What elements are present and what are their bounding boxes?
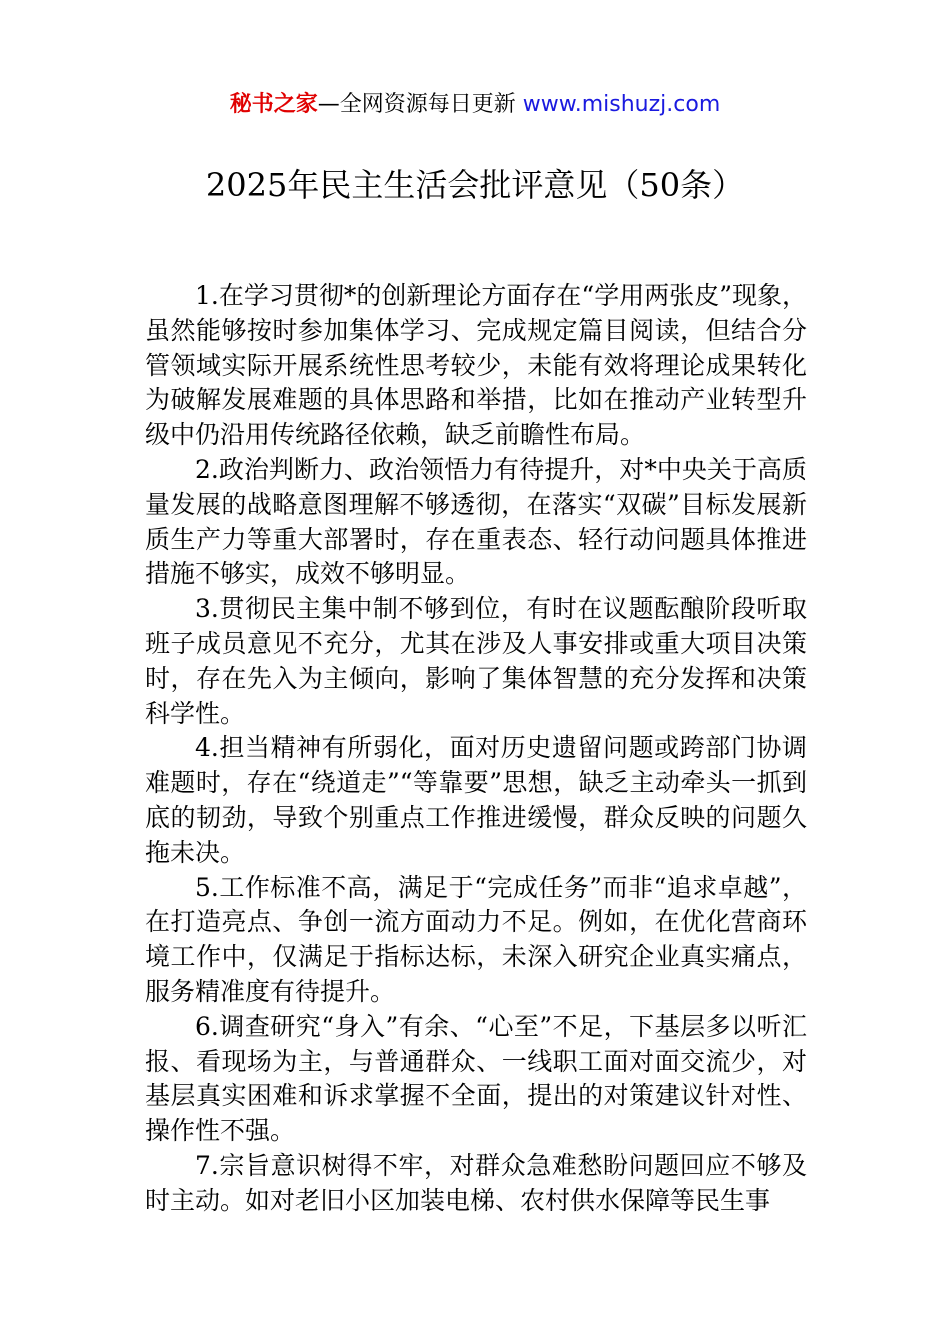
- document-title: 2025年民主生活会批评意见（50条）: [205, 166, 745, 204]
- document-body: [145, 279, 807, 1219]
- paragraph-4: 4.担当精神有所弱化，面对历史遗留问题或跨部门协调难题时，存在“绕道走”“等靠要”思想，缺乏主动牵头一抓到底的韧劲，导致个别重点工作推进缓慢，群众反映的问题久拖未决。: [145, 733, 807, 867]
- header-tagline: —全网资源每日更新: [317, 92, 523, 117]
- paragraph-2: 2.政治判断力、政治领悟力有待提升，对*中央关于高质量发展的战略意图理解不够透彻，在落实“双碳”目标发展新质生产力等重大部署时，存在重表态、轻行动问题具体推进措施不够实，成效不够明显。: [145, 454, 807, 589]
- site-header: [0, 88, 950, 122]
- paragraph-3: 3.贯彻民主集中制不够到位，有时在议题酝酿阶段听取班子成员意见不充分，尤其在涉及人事安排或重大项目决策时，存在先入为主倾向，影响了集体智慧的充分发挥和决策科学性。: [145, 594, 807, 728]
- paragraph-6: 6.调查研究“身入”有余、“心至”不足，下基层多以听汇报、看现场为主，与普通群众、一线职工面对面交流少，对基层真实困难和诉求掌握不全面，提出的对策建议针对性、操作性不强。: [145, 1011, 807, 1146]
- paragraph-5: 5.工作标准不高，满足于“完成任务”而非“追求卓越”，在打造亮点、争创一流方面动力不足。例如，在优化营商环境工作中，仅满足于指标达标，未深入研究企业真实痛点，服务精准度有待提升。: [145, 872, 807, 1006]
- brand-name: 秘书之家: [229, 92, 318, 117]
- paragraph-7: 7.宗旨意识树得不牢，对群众急难愁盼问题回应不够及时主动。如对老旧小区加装电梯、农村供水保障等民生事: [145, 1150, 807, 1215]
- paragraph-1: 1.在学习贯彻*的创新理论方面存在“学用两张皮”现象，虽然能够按时参加集体学习、完成规定篇目阅读，但结合分管领域实际开展系统性思考较少，未能有效将理论成果转化为破解发展难题的具体思路和举措，比如在推动产业转型升级中仍沿用传统路径依赖，缺乏前瞻性布局。: [145, 281, 807, 450]
- site-url-link[interactable]: www.mishuzj.com: [522, 92, 721, 117]
